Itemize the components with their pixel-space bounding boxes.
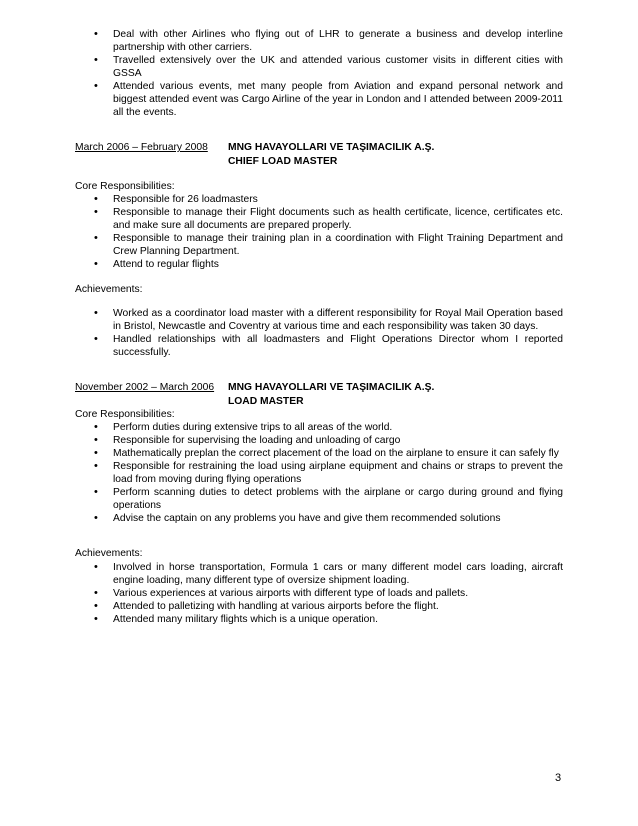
list-item: • Handled relationships with all loadmasters and Flight Operations Director whom I reported successfully. bbox=[94, 333, 563, 358]
job2-core-list bbox=[94, 421, 563, 525]
job1-achievements-label: Achievements: bbox=[75, 284, 143, 295]
bullet-icon: • bbox=[94, 80, 98, 92]
job2-achievements-label: Achievements: bbox=[75, 548, 143, 559]
list-item: • Attended to palletizing with handling at various airports before the flight. bbox=[94, 600, 439, 612]
bullet-icon: • bbox=[94, 512, 98, 524]
list-item: • Responsible for restraining the load using airplane equipment and chains or straps to prevent the load from moving during flying operations bbox=[94, 460, 563, 485]
bullet-icon: • bbox=[94, 613, 98, 625]
list-item: • Perform scanning duties to detect problems with the airplane or cargo during ground and flying operations bbox=[94, 486, 563, 511]
bullet-icon: • bbox=[94, 307, 98, 319]
intro-bullet-list bbox=[94, 28, 563, 119]
list-item: • Worked as a coordinator load master with a different responsibility for Royal Mail Operation based in Bristol, Newcastle and Coventry at various time and each responsibility was taken 30 days. bbox=[94, 307, 563, 332]
page-number: 3 bbox=[555, 772, 562, 784]
bullet-icon: • bbox=[94, 193, 98, 205]
list-item: • Various experiences at various airports with different type of loads and pallets. bbox=[94, 587, 469, 599]
list-item: • Attended various events, met many people from Aviation and expand personal network and biggest attended event was Cargo Airline of the year in London and I attended between 2009-2011 all the events. bbox=[94, 80, 563, 118]
list-item: • Attended many military flights which is a unique operation. bbox=[94, 613, 378, 625]
job1-achievements-list bbox=[94, 307, 563, 359]
list-item: • Responsible to manage their Flight documents such as health certificate, licence, certificates etc. and make sure all documents are prepared properly. bbox=[94, 206, 563, 231]
bullet-icon: • bbox=[94, 587, 98, 599]
bullet-icon: • bbox=[94, 232, 98, 244]
job1-dates: March 2006 – February 2008 bbox=[75, 142, 208, 153]
job2-title: LOAD MASTER bbox=[228, 396, 304, 407]
bullet-icon: • bbox=[94, 600, 98, 612]
bullet-icon: • bbox=[94, 447, 98, 459]
job1-title: CHIEF LOAD MASTER bbox=[228, 156, 338, 167]
job1-company: MNG HAVAYOLLARI VE TAŞIMACILIK A.Ş. bbox=[228, 142, 435, 153]
job2-core-label: Core Responsibilities: bbox=[75, 409, 175, 420]
bullet-icon: • bbox=[94, 460, 98, 472]
list-item: • Mathematically preplan the correct placement of the load on the airplane to ensure it can safely fly bbox=[94, 447, 559, 459]
list-item: • Involved in horse transportation, Formula 1 cars or many different model cars loading, aircraft engine loading, many different type of oversize shipment loading. bbox=[94, 561, 563, 586]
list-item: • Advise the captain on any problems you have and give them recommended solutions bbox=[94, 512, 501, 524]
bullet-icon: • bbox=[94, 333, 98, 345]
bullet-icon: • bbox=[94, 206, 98, 218]
job2-achievements-list bbox=[94, 561, 563, 626]
list-item: • Perform duties during extensive trips to all areas of the world. bbox=[94, 421, 393, 433]
list-item: • Attend to regular flights bbox=[94, 258, 219, 270]
bullet-icon: • bbox=[94, 54, 98, 66]
list-item: • Responsible for 26 loadmasters bbox=[94, 193, 258, 205]
job1-core-label: Core Responsibilities: bbox=[75, 181, 175, 192]
list-item: • Responsible to manage their training plan in a coordination with Flight Training Department and Crew Planning Department. bbox=[94, 232, 563, 257]
list-item: • Responsible for supervising the loading and unloading of cargo bbox=[94, 434, 401, 446]
bullet-icon: • bbox=[94, 486, 98, 498]
bullet-icon: • bbox=[94, 258, 98, 270]
bullet-icon: • bbox=[94, 28, 98, 40]
list-item: • Deal with other Airlines who flying out of LHR to generate a business and develop interline partnership with other carriers. bbox=[94, 28, 563, 53]
job1-core-list bbox=[94, 193, 563, 271]
job2-company: MNG HAVAYOLLARI VE TAŞIMACILIK A.Ş. bbox=[228, 382, 435, 393]
bullet-icon: • bbox=[94, 434, 98, 446]
job2-dates: November 2002 – March 2006 bbox=[75, 382, 215, 393]
list-item: • Travelled extensively over the UK and attended various customer visits in different cities with GSSA bbox=[94, 54, 563, 79]
bullet-icon: • bbox=[94, 561, 98, 573]
bullet-icon: • bbox=[94, 421, 98, 433]
